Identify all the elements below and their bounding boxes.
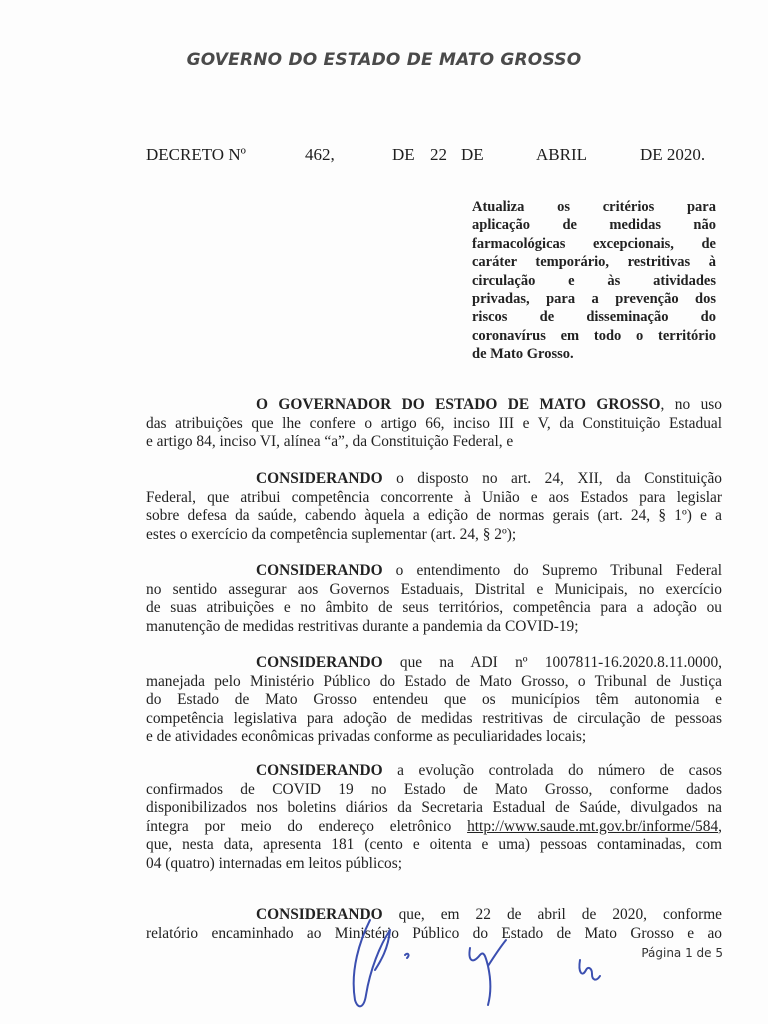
considerando-paragraph-3 xyxy=(146,654,722,747)
text-run: o disposto no art. 24, XII, da Constituição xyxy=(382,470,722,487)
ementa-line: farmacológicas excepcionais, de xyxy=(472,235,716,252)
paragraph-line: estes o exercício da competência suplementar (art. 24, § 2º); xyxy=(146,525,517,543)
preamble-paragraph xyxy=(146,396,722,452)
saude-informe-link[interactable]: http://www.saude.mt.gov.br/informe/584 xyxy=(467,817,719,835)
paragraph-line xyxy=(146,762,722,781)
decree-year: DE 2020. xyxy=(640,145,706,164)
governor-title: O GOVERNADOR DO ESTADO DE MATO GROSSO xyxy=(256,396,661,413)
ementa-line: privadas, para a prevenção dos xyxy=(472,291,716,308)
ementa-line: circulação e às atividades xyxy=(472,272,716,289)
initial-mark-1 xyxy=(354,920,390,1006)
ementa-line: aplicação de medidas não xyxy=(472,217,716,234)
considerando-label: CONSIDERANDO xyxy=(256,906,383,923)
paragraph-line xyxy=(146,562,722,581)
text-run: a evolução controlada do número de casos xyxy=(382,762,722,779)
considerando-label: CONSIDERANDO xyxy=(256,562,383,579)
paragraph-line: no sentido assegurar aos Governos Estaduais, Distrital e Municipais, no exercício xyxy=(146,580,722,598)
considerando-paragraph-4 xyxy=(146,762,722,874)
considerando-label: CONSIDERANDO xyxy=(256,762,383,779)
initial-mark-3 xyxy=(579,960,600,980)
ementa-line: caráter temporário, restritivas à xyxy=(472,254,716,271)
paragraph-line: relatório encaminhado ao Ministério Público do Estado de Mato Grosso e ao xyxy=(146,924,722,942)
text-run: o entendimento do Supremo Tribunal Federal xyxy=(382,562,722,579)
considerando-paragraph-1 xyxy=(146,470,722,544)
ementa-line: coronavírus em todo o território xyxy=(472,327,716,344)
paragraph-line: 04 (quatro) internadas em leitos públicos; xyxy=(146,854,403,872)
decree-month: ABRIL xyxy=(536,145,587,164)
paragraph-line: competência legislativa para adoção de medidas restritivas de circulação de pessoas xyxy=(146,709,722,727)
text-run: que na ADI nº 1007811-16.2020.8.11.0000, xyxy=(382,654,722,671)
paragraph-line: disponibilizados nos boletins diários da Secretaria Estadual de Saúde, divulgados na xyxy=(146,799,722,817)
paragraph-line xyxy=(146,470,722,489)
paragraph-line: das atribuições que lhe confere o artigo 66, inciso III e V, da Constituição Estadual xyxy=(146,414,722,432)
decree-de-1: DE xyxy=(392,145,415,164)
paragraph-line: confirmados de COVID 19 no Estado de Mato Grosso, conforme dados xyxy=(146,780,722,798)
page-number: Página 1 de 5 xyxy=(641,946,723,960)
paragraph-line: sobre defesa da saúde, cabendo àquela a edição de normas gerais (art. 24, § 1º) e a xyxy=(146,507,722,525)
paragraph-line: e de atividades econômicas privadas conforme as peculiaridades locais; xyxy=(146,728,587,746)
decree-number: 462, xyxy=(305,145,335,164)
paragraph-line xyxy=(146,396,722,415)
considerando-paragraph-2 xyxy=(146,562,722,636)
paragraph-line: manejada pelo Ministério Público do Estado de Mato Grosso, o Tribunal de Justiça xyxy=(146,672,722,690)
paragraph-line: do Estado de Mato Grosso entendeu que os municípios têm autonomia e xyxy=(146,691,722,709)
decree-day: 22 xyxy=(430,145,447,164)
paragraph-line: Federal, que atribui competência concorrente à União e aos Estados para legislar xyxy=(146,488,722,506)
paragraph-line: e artigo 84, inciso VI, alínea “a”, da Constituição Federal, e xyxy=(146,433,514,451)
text-run: que, em 22 de abril de 2020, conforme xyxy=(382,906,722,923)
ementa xyxy=(472,198,716,364)
paragraph-line: de suas atribuições e no âmbito de seus territórios, competência para a adoção ou xyxy=(146,599,722,617)
text-run: , no uso xyxy=(660,396,722,413)
ementa-line: de Mato Grosso. xyxy=(472,346,574,363)
decree-de-2: DE xyxy=(461,145,484,164)
ementa-line: riscos de disseminação do xyxy=(472,309,716,326)
handwritten-signature xyxy=(330,900,630,1020)
decree-label: DECRETO Nº xyxy=(146,145,246,164)
paragraph-line: manutenção de medidas restritivas durante a pandemia da COVID-19; xyxy=(146,617,579,635)
paragraph-line xyxy=(146,654,722,673)
paragraph-line xyxy=(146,818,722,837)
considerando-label: CONSIDERANDO xyxy=(256,654,383,671)
paragraph-line: que, nesta data, apresenta 181 (cento e oitenta e uma) pessoas contaminadas, com xyxy=(146,836,722,854)
text-run: , xyxy=(718,817,722,835)
header-title: GOVERNO DO ESTADO DE MATO GROSSO xyxy=(186,50,582,70)
ementa-line: Atualiza os critérios para xyxy=(472,199,716,215)
text-run: íntegra por meio do endereço eletrônico xyxy=(146,817,468,835)
considerando-label: CONSIDERANDO xyxy=(256,470,383,487)
initial-mark-1b xyxy=(405,954,408,958)
initial-mark-2 xyxy=(469,940,506,1005)
